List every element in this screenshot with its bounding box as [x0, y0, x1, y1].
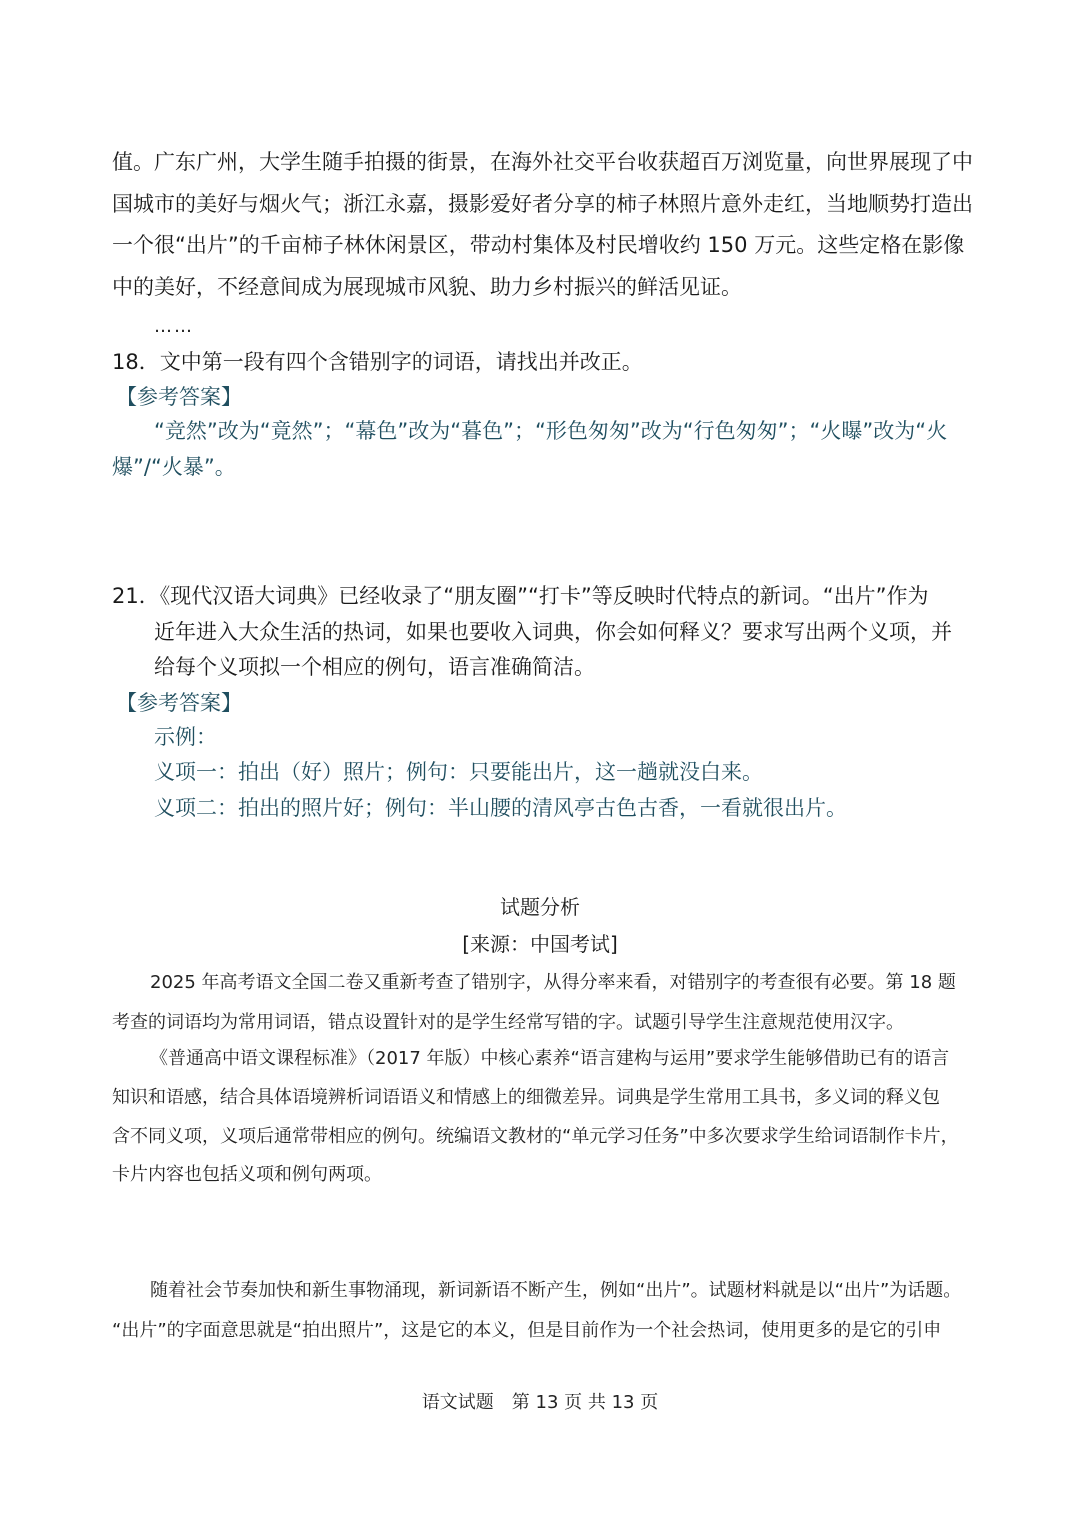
passage-line: 一个很“出片”的千亩柿子林休闲景区，带动村集体及村民增收约 150 万元。这些定格在影像: [112, 233, 965, 257]
passage-line: 国城市的美好与烟火气；浙江永嘉，摄影爱好者分享的柿子林照片意外走红，当地顺势打造出: [112, 192, 973, 216]
answer-heading-18: 【参考答案】: [116, 385, 242, 409]
ellipsis: ……: [154, 316, 194, 337]
analysis-source: [来源：中国考试]: [462, 932, 618, 956]
question-21-line: 给每个义项拟一个相应的例句，语言准确简洁。: [154, 655, 595, 679]
analysis-line: 卡片内容也包括义项和例句两项。: [112, 1164, 382, 1185]
answer-18-line: “竞然”改为“竟然”；“幕色”改为“暮色”；“形色匆匆”改为“行色匆匆”；“火曝”改为“火: [154, 419, 948, 443]
answer-18-line: 爆”/“火暴”。: [112, 455, 236, 479]
analysis-line: 2025 年高考语文全国二卷又重新考查了错别字，从得分率来看，对错别字的考查很有必要。第 18 题: [150, 972, 956, 993]
analysis-line: 含不同义项，义项后通常带相应的例句。统编语文教材的“单元学习任务”中多次要求学生给词语制作卡片，: [112, 1126, 959, 1147]
question-21-line: 近年进入大众生活的热词，如果也要收入词典，你会如何释义？要求写出两个义项，并: [154, 620, 952, 644]
analysis-title: 试题分析: [500, 895, 580, 919]
page-footer: 语文试题 第 13 页 共 13 页: [421, 1392, 659, 1413]
answer-21-line: 义项一：拍出（好）照片；例句：只要能出片，这一趟就没白来。: [154, 760, 763, 784]
question-21-line: 21．《现代汉语大词典》已经收录了“朋友圈”“打卡”等反映时代特点的新词。“出片”作为: [112, 584, 929, 608]
question-18: 18．文中第一段有四个含错别字的词语，请找出并改正。: [112, 350, 643, 374]
analysis-line: 考查的词语均为常用词语，错点设置针对的是学生经常写错的字。试题引导学生注意规范使用汉字。: [112, 1012, 904, 1033]
analysis-line: 随着社会节奏加快和新生事物涌现，新词新语不断产生，例如“出片”。试题材料就是以“出片”为话题。: [150, 1280, 962, 1301]
answer-21-line: 义项二：拍出的照片好；例句：半山腰的清风亭古色古香，一看就很出片。: [154, 796, 847, 820]
passage-line: 值。广东广州，大学生随手拍摄的街景，在海外社交平台收获超百万浏览量，向世界展现了中: [112, 150, 973, 174]
passage-line: 中的美好，不经意间成为展现城市风貌、助力乡村振兴的鲜活见证。: [112, 275, 742, 299]
analysis-line: “出片”的字面意思就是“拍出照片”，这是它的本义，但是目前作为一个社会热词，使用更多的是它的引申: [112, 1320, 942, 1341]
analysis-line: 《普通高中语文课程标准》（2017 年版）中核心素养“语言建构与运用”要求学生能够借助已有的语言: [150, 1048, 950, 1069]
analysis-line: 知识和语感，结合具体语境辨析词语语义和情感上的细微差异。词典是学生常用工具书，多义词的释义包: [112, 1087, 940, 1108]
answer-heading-21: 【参考答案】: [116, 691, 242, 715]
answer-21-line: 示例：: [154, 725, 217, 749]
